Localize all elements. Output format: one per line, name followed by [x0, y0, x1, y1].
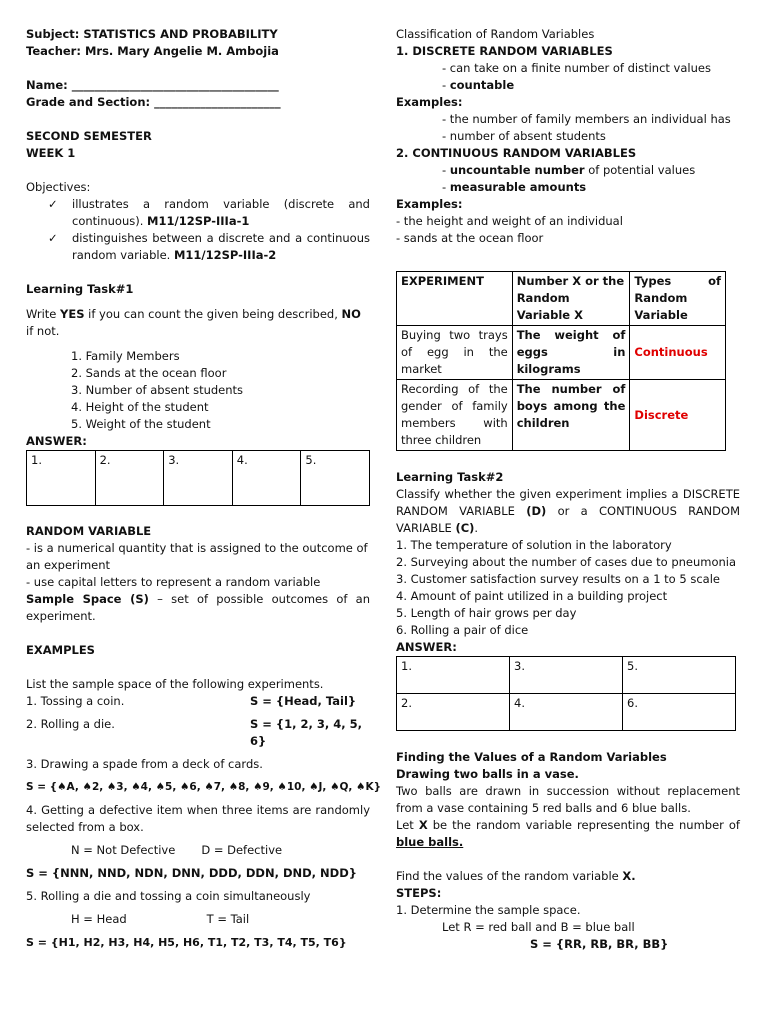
list-item: 3. Number of absent students: [71, 383, 244, 397]
examples-intro: List the sample space of the following experiments.: [26, 677, 324, 691]
answer-cell[interactable]: 3.: [510, 657, 623, 694]
objectives-title: Objectives:: [26, 180, 91, 194]
experiment-table: [396, 271, 726, 451]
list-item: 4. Height of the student: [71, 400, 209, 414]
example-legend: N = Not Defective D = Defective: [71, 843, 283, 857]
list-item: 6. Rolling a pair of dice: [396, 623, 529, 637]
answer-cell[interactable]: 2.: [95, 451, 164, 506]
finding-paragraph: Two balls are drawn in succession without replacement from a vase containing 5 red balls and 6 blue balls.: [396, 784, 740, 815]
examples-label: Examples:: [396, 95, 463, 109]
task2-answer-table: [396, 656, 736, 731]
objective-item: [26, 230, 370, 264]
check-icon: ✓: [48, 231, 58, 245]
list-item: 5. Length of hair grows per day: [396, 606, 577, 620]
answer-cell[interactable]: 1.: [397, 657, 510, 694]
table-row: [397, 326, 726, 380]
name-field: Name: ____________________________________: [26, 78, 279, 92]
teacher-line: Teacher: Mrs. Mary Angelie M. Ambojia: [26, 44, 279, 58]
type-cell: Discrete: [630, 380, 726, 451]
left-column: [26, 26, 382, 951]
task1-list: [26, 348, 370, 433]
table-header: Types of Random Variable: [630, 272, 726, 326]
task2-title: Learning Task#2: [396, 470, 504, 484]
example-text: 3. Drawing a spade from a deck of cards.: [26, 757, 263, 771]
steps-label: STEPS:: [396, 886, 442, 900]
step-note: Let R = red ball and B = blue ball: [442, 920, 635, 934]
task2-answer-label: ANSWER:: [396, 640, 457, 654]
answer-cell[interactable]: 4.: [510, 694, 623, 731]
task2-instructions: Classify whether the given experiment implies a DISCRETE RANDOM VARIABLE (D) or a CONTINUOUS RANDOM VARIABLE (C).: [396, 487, 740, 535]
table-cell: Buying two trays of egg in the market: [397, 326, 513, 380]
random-variable-title: RANDOM VARIABLE: [26, 524, 152, 538]
examples-title: EXAMPLES: [26, 643, 95, 657]
discrete-example: - number of absent students: [442, 129, 606, 143]
list-item: 2. Sands at the ocean floor: [71, 366, 227, 380]
task1-answer-label: ANSWER:: [26, 434, 87, 448]
semester-label: SECOND SEMESTER: [26, 129, 152, 143]
example-sample-space: S = {H1, H2, H3, H4, H5, H6, T1, T2, T3, T4, T5, T6}: [26, 936, 347, 949]
objective-item: [26, 196, 370, 230]
sample-space-result: S = {RR, RB, BR, BB}: [530, 937, 669, 951]
discrete-point: - can take on a finite number of distinct values: [442, 61, 711, 75]
finding-paragraph: Let X be the random variable representing the number of blue balls.: [396, 818, 740, 849]
continuous-example: - sands at the ocean floor: [396, 231, 544, 245]
continuous-point: - uncountable number of potential values: [442, 163, 696, 177]
right-column: [396, 26, 740, 953]
table-cell: The weight of eggs in kilograms: [512, 326, 630, 380]
discrete-point: - countable: [442, 78, 515, 92]
check-icon: ✓: [48, 197, 58, 211]
example-row: 1. Tossing a coin. S = {Head, Tail}: [26, 694, 357, 708]
table-cell: The number of boys among the children: [512, 380, 630, 451]
rv-definition: - is a numerical quantity that is assigned to the outcome of an experiment: [26, 541, 368, 572]
example-sample-space: S = {♠A, ♠2, ♠3, ♠4, ♠5, ♠6, ♠7, ♠8, ♠9, ♠10, ♠J, ♠Q, ♠K}: [26, 781, 382, 793]
objective-text: distinguishes between a discrete and a continuous random variable.: [72, 231, 370, 262]
continuous-example: - the height and weight of an individual: [396, 214, 623, 228]
type-cell: Continuous: [630, 326, 726, 380]
example-row: 2. Rolling a die. S = {1, 2, 3, 4, 5, 6}: [26, 717, 362, 748]
example-text: 5. Rolling a die and tossing a coin simultaneously: [26, 889, 311, 903]
finding-title: Finding the Values of a Random Variables: [396, 750, 667, 764]
rv-definition: - use capital letters to represent a random variable: [26, 575, 321, 589]
find-values: Find the values of the random variable X.: [396, 869, 636, 883]
discrete-example: - the number of family members an individual has: [442, 112, 731, 126]
sample-space-definition: Sample Space (S) – set of possible outcomes of an experiment.: [26, 592, 370, 623]
subject-line: Subject: STATISTICS AND PROBABILITY: [26, 27, 278, 41]
table-header: Number X or the Random Variable X: [512, 272, 630, 326]
answer-cell[interactable]: 4.: [232, 451, 301, 506]
continuous-point: - measurable amounts: [442, 180, 587, 194]
finding-subtitle: Drawing two balls in a vase.: [396, 767, 579, 781]
objective-code: M11/12SP-IIIa-2: [173, 248, 277, 262]
list-item: 4. Amount of paint utilized in a building project: [396, 589, 668, 603]
example-sample-space: S = {NNN, NND, NDN, DNN, DDD, DDN, DND, NDD}: [26, 866, 357, 880]
table-row: [397, 380, 726, 451]
discrete-title: 1. DISCRETE RANDOM VARIABLES: [396, 44, 613, 58]
list-item: 3. Customer satisfaction survey results on a 1 to 5 scale: [396, 572, 720, 586]
week-label: WEEK 1: [26, 146, 76, 160]
objective-code: M11/12SP-IIIa-1: [147, 214, 250, 228]
list-item: 5. Weight of the student: [71, 417, 211, 431]
table-cell: Recording of the gender of family members with three children: [397, 380, 513, 451]
answer-cell[interactable]: 2.: [397, 694, 510, 731]
continuous-title: 2. CONTINUOUS RANDOM VARIABLES: [396, 146, 637, 160]
table-header: EXPERIMENT: [397, 272, 513, 326]
answer-cell[interactable]: 5.: [623, 657, 736, 694]
list-item: 1. The temperature of solution in the laboratory: [396, 538, 672, 552]
task1-answer-table: [26, 450, 370, 506]
examples-label: Examples:: [396, 197, 463, 211]
example-text: 4. Getting a defective item when three items are randomly selected from a box.: [26, 803, 370, 834]
answer-cell[interactable]: 1.: [27, 451, 96, 506]
answer-cell[interactable]: 3.: [164, 451, 233, 506]
answer-cell[interactable]: 6.: [623, 694, 736, 731]
step-item: 1. Determine the sample space.: [396, 903, 581, 917]
example-legend: H = Head T = Tail: [71, 912, 250, 926]
objective-text: illustrates a random variable (discrete and continuous).: [72, 197, 370, 228]
list-item: 1. Family Members: [71, 349, 180, 363]
grade-section-field: Grade and Section: ______________________: [26, 95, 281, 109]
task1-instructions: Write YES if you can count the given being described, NO if not.: [26, 307, 361, 338]
list-item: 2. Surveying about the number of cases due to pneumonia: [396, 555, 737, 569]
task1-title: Learning Task#1: [26, 282, 134, 296]
answer-cell[interactable]: 5.: [301, 451, 370, 506]
classification-title: Classification of Random Variables: [396, 27, 595, 41]
